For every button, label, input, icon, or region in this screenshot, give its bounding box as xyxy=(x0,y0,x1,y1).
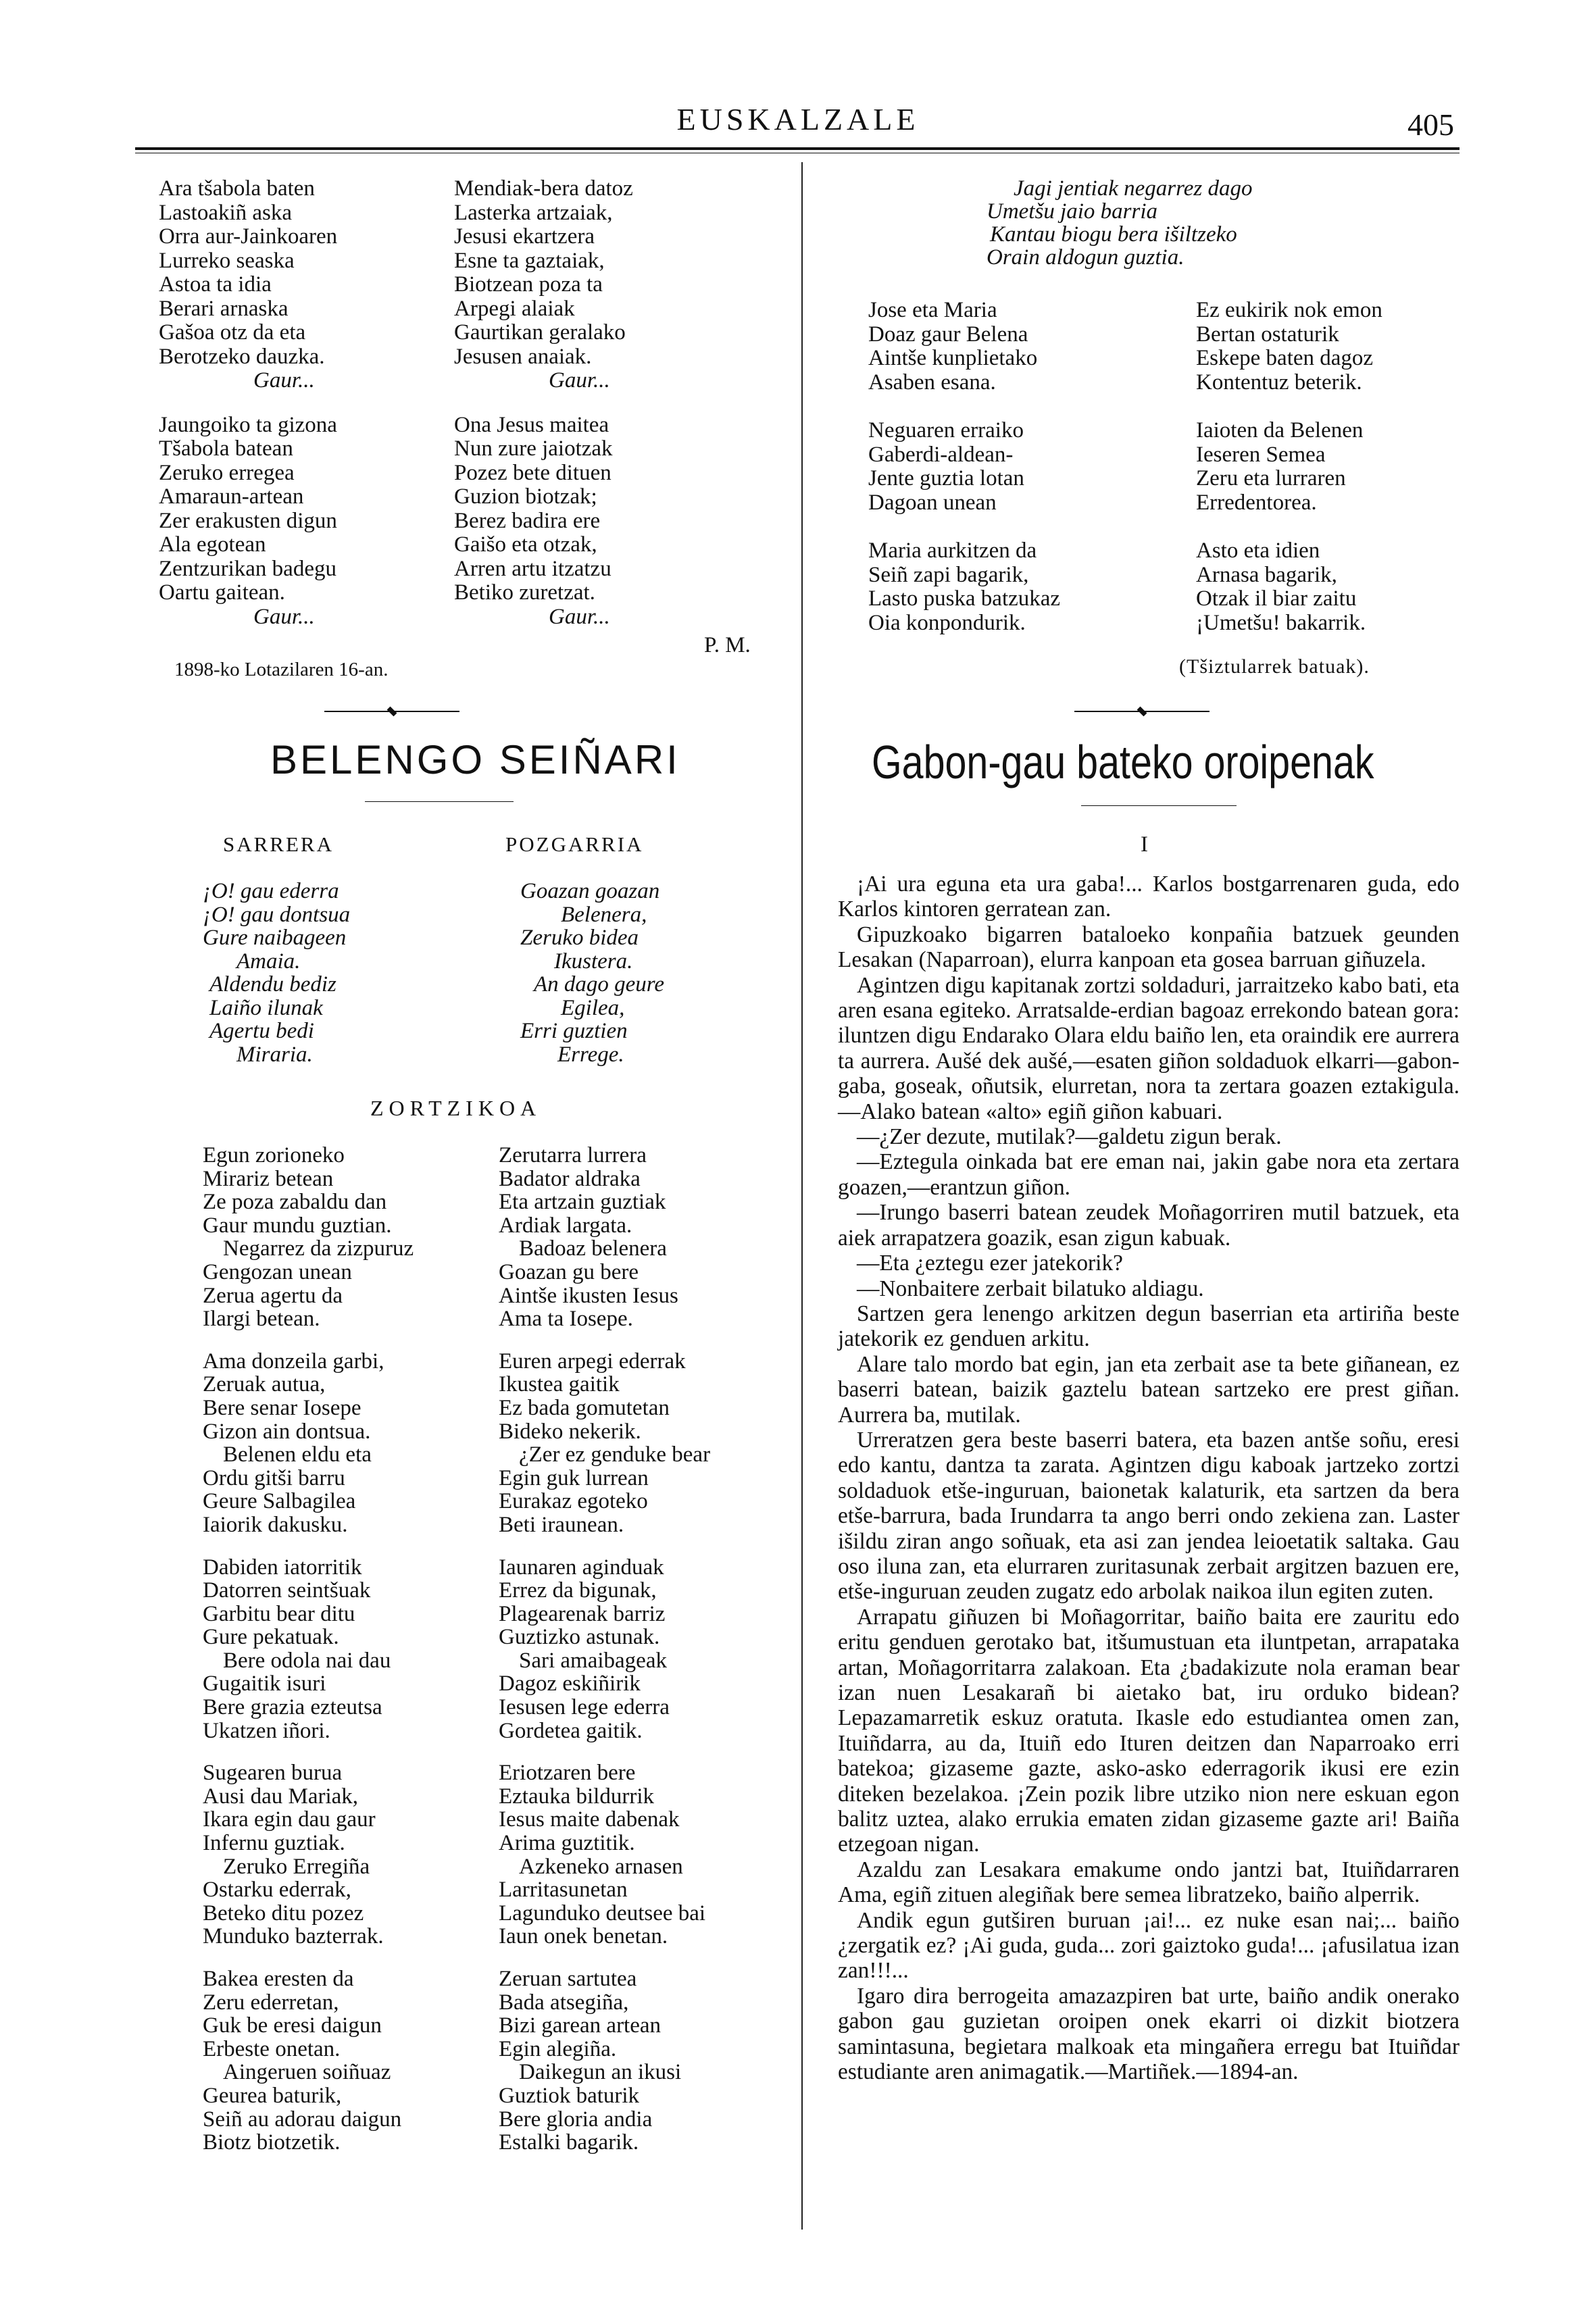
verse-line: Infernu guztiak. xyxy=(203,1831,345,1856)
verse-line: Negarrez da zizpuruz xyxy=(223,1236,414,1261)
verse-line: Ama donzeila garbi, xyxy=(203,1349,384,1374)
verse-line: Gaurtikan geralako xyxy=(454,320,626,345)
verse-line: Munduko bazterrak. xyxy=(203,1924,384,1949)
zortzikoa-heading: ZORTZIKOA xyxy=(370,1096,542,1120)
dateline: 1898-ko Lotazilaren 16-an. xyxy=(174,659,389,680)
verse-line: Oia konpondurik. xyxy=(868,610,1026,635)
paragraph: Urreratzen gera beste baserri batera, eta bazen antše soñu, eresi edo kantu, dantza ta zarata. Agintzen digu kaboak jartzeko zortzi soldaduok etše-inguruan, baionetak kalaturik, eta sartzen da bera etše-barrura, bada Irundarra ta ango berri ondo zekiena zan. Laster išildu ziran ango soñuak, eta asi zan jendea leioetatik saltaka. Gau oso iluna zan, eta elurraren zuritasunak zerbait argitzen bazuen ere, etše-inguruan zeuden zugatz edo arbolak naikoa ilun egiten zuten. xyxy=(838,1427,1460,1605)
verse-line: Bideko nekerik. xyxy=(499,1419,641,1444)
verse-line: Amaia. xyxy=(236,949,301,974)
verse-line: Bere gloria andia xyxy=(499,2107,653,2132)
verse-line: Jesusi ekartzera xyxy=(454,224,595,249)
verse-line: Bizi garean artean xyxy=(499,2013,662,2038)
verse-line: Belenen eldu eta xyxy=(223,1442,372,1467)
title-underline xyxy=(365,801,514,802)
gabon-title: Gabon-gau bateko oroipenak xyxy=(872,736,1374,788)
paragraph: Igaro dira berrogeita amazazpiren bat urte, baiño andik onerako gabon gau guzietan oroipen onek ekarri oi dizkit biotzera samintasuna, begietara malkoak eta mingañera erregu bat Ituiñdar estudiante aren animagatik.—Martiñek.—1894-an. xyxy=(838,1983,1460,2085)
verse-line: Datorren seintšuak xyxy=(203,1578,371,1603)
verse-line: Biotz biotzetik. xyxy=(203,2130,341,2155)
verse-line: Gaišo eta otzak, xyxy=(454,532,597,557)
verse-line: Ala egotean xyxy=(159,532,266,557)
gabon-text xyxy=(838,872,1460,2085)
verse-line: Eriotzaren bere xyxy=(499,1761,636,1786)
verse-line: Amaraun-artean xyxy=(159,484,304,509)
verse-line: Pozez bete dituen xyxy=(454,460,612,485)
verse-line: Zer erakusten digun xyxy=(159,508,337,533)
verse-line: Guk be eresi daigun xyxy=(203,2013,382,2038)
verse-line: Otzak il biar zaitu xyxy=(1196,586,1357,611)
verse-line: Zeruko erregea xyxy=(159,460,295,485)
paragraph: Azaldu zan Lesakara emakume ondo jantzi bat, Ituiñdarraren Ama, egiñ zituen alegiñak bere semea libratzeko, baiño alperrik. xyxy=(838,1857,1460,1908)
verse-line: Seiñ zapi bagarik, xyxy=(868,562,1029,587)
zortzikoa-col2 xyxy=(499,1144,710,2155)
verse-line: Ardiak largata. xyxy=(499,1213,632,1238)
verse-line: Berez badira ere xyxy=(454,508,601,533)
stanza xyxy=(159,177,337,393)
verse-line: ¡Umetšu! bakarrik. xyxy=(1196,610,1366,635)
paragraph: Agintzen digu kapitanak zortzi soldaduri, jarraitzeko kabo bati, eta aren esana egiteko. Arratsalde-erdian bagoaz errekondo batean gora: iluntzen digu Endarako Olara eldu baiño len, eta oraindik ere aurrera ta aurrera. Aušé dek aušé,—esaten giñon soldaduok elkarri—gabon-gaba, goseak, oñutsik, elurretan, nora ta zertara goazen eztakigula.—Alako batean «alto» egiñ giñon kabuari. xyxy=(838,972,1460,1124)
stanza xyxy=(1196,419,1382,515)
poem-right-refrain xyxy=(959,177,1252,269)
paragraph: Andik egun gutširen buruan ¡ai!... ez nuke esan nai;... baiño ¿zergatik ez? ¡Ai guda, guda... zori gaiztoko guda!... ¡afusilatua izan zan!!!... xyxy=(838,1907,1460,1984)
paragraph: Arrapatu giñuzen bi Moñagorritar, baiño baita ere zauritu edo eritu genduen gerotako bat, itšumustuan eta iluntpetan, arrapataka artan, Moñagorritarra zalakoan. Eta ¿badakizute nola eraman bear izan nuen Lesakarañ bi aietako bat, iru orduko bidean? Lepazamarretik eskuz oratuta. Ikasle edo estudiantea omen zan, Ituiñdarra, au da, Ituiñ edo Ituren deitzen dan Naparroako erri batekoa; gizaseme gazte, asko-asko ederragorik ikusi ere ezin diteken bezelakoa. ¡Zein pozik libre utziko nion nere eskuan egon balitz uztea, alako errukia ematen zidan gizaseme gazte ari! Baiña etzegoan nigan. xyxy=(838,1604,1460,1857)
verse-line: Goazan gu bere xyxy=(499,1259,639,1284)
verse-line: Berari arnaska xyxy=(159,296,289,321)
verse-line: Euren arpegi ederrak xyxy=(499,1349,686,1374)
verse-line: Asaben esana. xyxy=(868,370,996,395)
verse-line: Bakea eresten da xyxy=(203,1967,354,1991)
verse-line: Jesusen anaiak. xyxy=(454,344,592,369)
verse-line: Ara tšabola baten xyxy=(159,176,315,201)
stanza xyxy=(499,1967,710,2155)
verse-line: Doaz gaur Belena xyxy=(868,322,1028,347)
poem-right-col2 xyxy=(1196,299,1382,655)
verse-line: Egin guk lurrean xyxy=(499,1465,649,1490)
paragraph: —Eztegula oinkada bat ere eman nai, jakin gabe nora eta zertara goazen,—erantzun giñon. xyxy=(838,1149,1460,1200)
page-number: 405 xyxy=(1407,107,1454,142)
verse-line: Iesusen lege ederra xyxy=(499,1695,670,1720)
verse-line: Goazan goazan xyxy=(520,879,660,903)
stanza xyxy=(868,539,1060,635)
verse-line: ¡O! gau ederra xyxy=(203,879,339,903)
verse-line: Zerutarra lurrera xyxy=(499,1143,647,1167)
verse-line: Erri guztien xyxy=(520,1019,628,1043)
stanza xyxy=(159,413,337,630)
verse-line: Orain aldogun guztia. xyxy=(987,245,1184,270)
verse-line: Lasterka artzaiak, xyxy=(454,200,613,225)
sarrerea-heading: SARRERA xyxy=(223,832,334,856)
verse-line: Iaun onek benetan. xyxy=(499,1924,668,1949)
poem-top-col2 xyxy=(454,177,633,649)
paragraph: —¿Zer dezute, mutilak?—galdetu zigun berak. xyxy=(857,1124,1282,1150)
verse-line: Gaur mundu guztian. xyxy=(203,1213,392,1238)
verse-line: Oartu gaitean. xyxy=(159,580,285,605)
verse-line: Orra aur-Jainkoaren xyxy=(159,224,338,249)
verse-line: Badoaz belenera xyxy=(519,1236,667,1261)
verse-line: Gordetea gaitik. xyxy=(499,1718,643,1743)
verse-line: Astoa ta idia xyxy=(159,272,272,297)
verse-line: Larritasunetan xyxy=(499,1878,628,1903)
verse-line: Esne ta gaztaiak, xyxy=(454,248,605,273)
stanza xyxy=(203,1350,414,1537)
verse-line: Zerua agertu da xyxy=(203,1283,343,1308)
verse-line: Aintše ikusten Iesus xyxy=(499,1283,678,1308)
stanza xyxy=(868,419,1060,515)
verse-line: Geure Salbagilea xyxy=(203,1489,356,1514)
verse-line: Jaungoiko ta gizona xyxy=(159,412,337,437)
paragraph: Gipuzkoako bigarren bataloeko konpañia batzuek geunden Lesakan (Naparroan), elurra kanpoan eta gosea barruan giñuzela. xyxy=(838,922,1460,973)
poem-right-col1 xyxy=(868,299,1060,655)
paragraph: Alare talo mordo bat egin, jan eta zerbait ase ta bete giñanean, ez baserri batean, baizik gaztelu batean sartzeko ere prest giñan. Aurrera ba, mutilak. xyxy=(838,1351,1460,1428)
poem-top-col1 xyxy=(159,177,337,649)
verse-line: Zeruan sartutea xyxy=(499,1967,637,1991)
verse-line: Sari amaibageak xyxy=(519,1648,667,1673)
verse-line: Zeruak autua, xyxy=(203,1372,326,1397)
verse-line: ¿Zer ez genduke bear xyxy=(519,1442,711,1467)
verse-line: Ostarku ederrak, xyxy=(203,1878,351,1903)
title-underline xyxy=(1081,805,1237,806)
verse-line: Estalki bagarik. xyxy=(499,2130,639,2155)
refrain-ref: Gaur... xyxy=(549,368,610,393)
verse-line: Eurakaz egoteko xyxy=(499,1489,648,1514)
sarrerea-verse xyxy=(203,880,350,1066)
column-divider xyxy=(801,162,803,2230)
verse-line: Mirariz betean xyxy=(203,1166,334,1191)
ornament-rule xyxy=(324,711,459,712)
verse-line: Daikegun an ikusi xyxy=(519,2060,682,2085)
verse-line: Zeruko Erregiña xyxy=(223,1854,370,1879)
verse-line: Arpegi alaiak xyxy=(454,296,575,321)
verse-line: Gengozan unean xyxy=(203,1259,352,1284)
verse-line: Tšabola batean xyxy=(159,436,293,461)
verse-line: Ilargi betean. xyxy=(203,1307,320,1332)
verse-line: Laiño ilunak xyxy=(209,995,323,1020)
verse-line: Ieseren Semea xyxy=(1196,442,1326,467)
verse-line: Ordu gitši barru xyxy=(203,1465,345,1490)
paragraph: —Nonbaitere zerbait bilatuko aldiagu. xyxy=(857,1276,1204,1301)
verse-line: Gugaitik isuri xyxy=(203,1671,326,1696)
stanza xyxy=(454,177,633,393)
verse-line: Guzion biotzak; xyxy=(454,484,597,509)
belengo-title: BELENGO SEIÑARI xyxy=(270,737,680,782)
verse-line: An dago geure xyxy=(534,972,665,997)
zortzikoa-col1 xyxy=(203,1144,414,2155)
collector-credit: (Tšiztularrek batuak). xyxy=(1179,655,1370,678)
stanza xyxy=(203,1556,414,1743)
refrain-ref: Gaur... xyxy=(253,368,315,393)
verse-line: Arren artu itzatzu xyxy=(454,556,612,581)
verse-line: Belenera, xyxy=(561,902,647,927)
stanza xyxy=(499,1350,710,1537)
verse-line: Arima guztitik. xyxy=(499,1831,635,1856)
verse-line: Dagoz eskiñirik xyxy=(499,1671,641,1696)
header-rule xyxy=(135,147,1460,150)
verse-line: Bertan ostaturik xyxy=(1196,322,1339,347)
stanza xyxy=(1196,539,1382,635)
verse-line: Betiko zuretzat. xyxy=(454,580,595,605)
verse-line: Ausi dau Mariak, xyxy=(203,1784,359,1809)
verse-line: Azkeneko arnasen xyxy=(519,1854,683,1879)
verse-line: Bere senar Iosepe xyxy=(203,1395,361,1420)
verse-line: Jose eta Maria xyxy=(868,298,997,322)
verse-line: Ama ta Iosepe. xyxy=(499,1307,633,1332)
verse-line: Neguaren erraiko xyxy=(868,418,1024,443)
verse-line: Zentzurikan badegu xyxy=(159,556,336,581)
verse-line: Egun zorioneko xyxy=(203,1143,345,1167)
verse-line: Egilea, xyxy=(561,995,625,1020)
verse-line: Zeru ederretan, xyxy=(203,1990,339,2015)
verse-line: Aingeruen soiñuaz xyxy=(223,2060,391,2085)
verse-line: Ukatzen iñori. xyxy=(203,1718,330,1743)
verse-line: Ze poza zabaldu dan xyxy=(203,1190,387,1215)
verse-line: Ez bada gomutetan xyxy=(499,1395,670,1420)
verse-line: Ez eukirik nok emon xyxy=(1196,298,1382,322)
stanza xyxy=(499,1761,710,1948)
refrain-ref: Gaur... xyxy=(253,604,315,629)
verse-line: Ona Jesus maitea xyxy=(454,412,609,437)
verse-line: Umetšu jaio barria xyxy=(987,199,1158,224)
verse-line: Iaiorik dakusku. xyxy=(203,1512,348,1537)
verse-line: Seiñ au adorau daigun xyxy=(203,2107,402,2132)
pozgarria-verse xyxy=(520,880,664,1066)
verse-line: Maria aurkitzen da xyxy=(868,538,1037,563)
verse-line: Lasto puska batzukaz xyxy=(868,586,1061,611)
verse-line: Miraria. xyxy=(236,1042,313,1067)
verse-line: Erredentorea. xyxy=(1196,490,1317,515)
stanza xyxy=(868,299,1060,395)
verse-line: Beteko ditu pozez xyxy=(203,1901,364,1926)
verse-line: Lagunduko deutsee bai xyxy=(499,1901,706,1926)
stanza xyxy=(203,1761,414,1948)
verse-line: Guztizko astunak. xyxy=(499,1625,660,1650)
paragraph: Sartzen gera lenengo arkitzen degun baserrian eta artiriña beste jatekorik ez genduen arkitu. xyxy=(838,1301,1460,1352)
verse-line: Beti iraunean. xyxy=(499,1512,624,1537)
verse-line: Gure pekatuak. xyxy=(203,1625,339,1650)
verse-line: Jagi jentiak negarrez dago xyxy=(1014,176,1253,201)
verse-line: Eztauka bildurrik xyxy=(499,1784,655,1809)
running-title: EUSKALZALE xyxy=(676,102,920,136)
verse-line: Bada atsegiña, xyxy=(499,1990,629,2015)
verse-line: Erbeste onetan. xyxy=(203,2036,341,2061)
stanza xyxy=(499,1556,710,1743)
verse-line: Nun zure jaiotzak xyxy=(454,436,613,461)
paragraph: —Eta ¿eztegu ezer jatekorik? xyxy=(857,1251,1123,1276)
section-numeral: I xyxy=(1141,832,1148,857)
verse-line: Errege. xyxy=(557,1042,624,1067)
verse-line: Dagoan unean xyxy=(868,490,997,515)
verse-line: Bere grazia ezteutsa xyxy=(203,1695,382,1720)
verse-line: Asto eta idien xyxy=(1196,538,1320,563)
verse-line: Garbitu bear ditu xyxy=(203,1601,355,1626)
verse-line: Sugearen burua xyxy=(203,1761,343,1786)
verse-line: Eskepe baten dagoz xyxy=(1196,346,1374,370)
verse-line: Biotzean poza ta xyxy=(454,272,603,297)
verse-line: Arnasa bagarik, xyxy=(1196,562,1337,587)
pozgarria-heading: POZGARRIA xyxy=(505,832,644,856)
paragraph: ¡Ai ura eguna eta ura gaba!... Karlos bostgarrenaren guda, edo Karlos kintoren gerratean zan. xyxy=(838,872,1460,922)
verse-line: ¡O! gau dontsua xyxy=(203,902,351,927)
verse-line: Kontentuz beterik. xyxy=(1196,370,1362,395)
refrain-ref: Gaur... xyxy=(549,604,610,629)
verse-line: Guztiok baturik xyxy=(499,2083,640,2108)
verse-line: Bere odola nai dau xyxy=(223,1648,391,1673)
verse-line: Iaunaren aginduak xyxy=(499,1555,664,1580)
verse-line: Badator aldraka xyxy=(499,1166,641,1191)
verse-line: Gašoa otz da eta xyxy=(159,320,306,345)
signature: P. M. xyxy=(704,633,751,657)
verse-line: Errez da bigunak, xyxy=(499,1578,657,1603)
stanza xyxy=(203,1967,414,2155)
verse-line: Geurea baturik, xyxy=(203,2083,342,2108)
verse-line: Iesus maite dabenak xyxy=(499,1807,680,1832)
ornament-rule xyxy=(1074,711,1210,712)
verse-line: Aintše kunplietako xyxy=(868,346,1038,370)
paragraph: —Irungo baserri batean zeudek Moñagorriren mutil batzuek, eta aiek arrapatzera goazik, esan zigun kabuak. xyxy=(838,1200,1460,1251)
stanza xyxy=(499,1144,710,1331)
verse-line: Dabiden iatorritik xyxy=(203,1555,362,1580)
verse-line: Agertu bedi xyxy=(209,1019,314,1043)
verse-line: Eta artzain guztiak xyxy=(499,1190,666,1215)
verse-line: Lastoakiñ aska xyxy=(159,200,293,225)
verse-line: Zeru eta lurraren xyxy=(1196,466,1346,491)
verse-line: Lurreko seaska xyxy=(159,248,295,273)
stanza xyxy=(454,413,633,630)
verse-line: Gure naibageen xyxy=(203,926,347,950)
verse-line: Egin alegiña. xyxy=(499,2036,617,2061)
verse-line: Gaberdi-aldean- xyxy=(868,442,1014,467)
verse-line: Ikustera. xyxy=(554,949,633,974)
verse-line: Mendiak-bera datoz xyxy=(454,176,633,201)
stanza xyxy=(203,1144,414,1331)
verse-line: Jente guztia lotan xyxy=(868,466,1024,491)
verse-line: Gizon ain dontsua. xyxy=(203,1419,371,1444)
verse-line: Zeruko bidea xyxy=(520,926,639,950)
verse-line: Plagearenak barriz xyxy=(499,1601,666,1626)
stanza xyxy=(1196,299,1382,395)
verse-line: Iaioten da Belenen xyxy=(1196,418,1364,443)
verse-line: Aldendu bediz xyxy=(209,972,336,997)
verse-line: Kantau biogu bera išiltzeko xyxy=(990,222,1237,247)
verse-line: Berotzeko dauzka. xyxy=(159,344,325,369)
verse-line: Ikustea gaitik xyxy=(499,1372,620,1397)
verse-line: Ikara egin dau gaur xyxy=(203,1807,376,1832)
